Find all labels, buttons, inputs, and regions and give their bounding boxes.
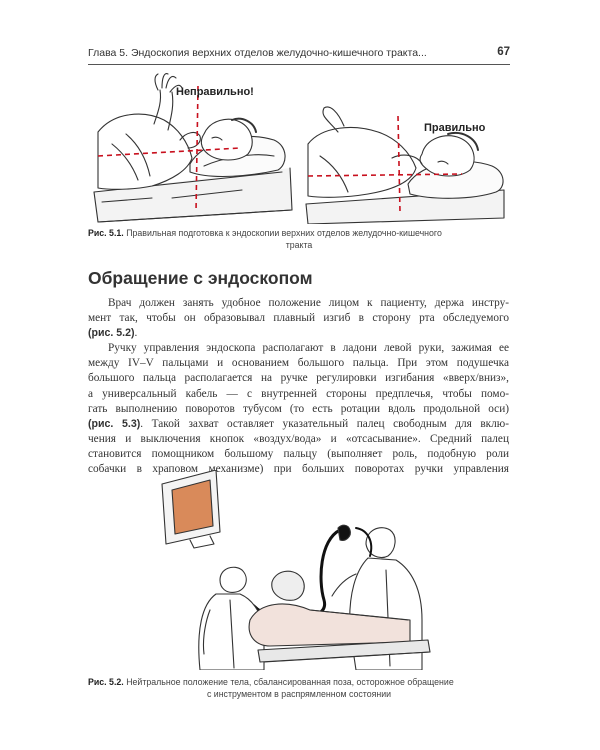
label-right: Правильно (424, 122, 486, 134)
paragraph-1-line: мент так, чтобы он образовывал плавный изгиб в сторону рта обследуемого (88, 312, 509, 325)
paragraph-2-line: собачки в храповом механизме) при больших поворотах ручки управления (88, 463, 509, 476)
paragraph-2-line: между IV–V пальцами и основанием большого пальца. При этом подушечка (88, 357, 509, 370)
figure-5-1 (92, 72, 508, 224)
caption-text-line1: Правильная подготовка к эндоскопии верхних отделов желудочно-кишечного (126, 228, 442, 238)
paragraph-2-line: большого пальца располагается на ручке регулировки изгибания «вверх/вниз», (88, 372, 509, 385)
running-head (88, 47, 510, 63)
paragraph-2-line: чения и выключения кнопок «воздух/вода» и «отсасывание». Средний палец (88, 432, 509, 445)
paragraph-2-line: гать выполнению поворотов тубусом (то есть ротации вдоль продольной оси) (88, 402, 509, 415)
caption-text-line2: тракта (285, 240, 313, 250)
paragraph-1-line: Врач должен занять удобное положение лицом к пациенту, держа инстру- (108, 297, 509, 309)
chapter-title: Глава 5. Эндоскопия верхних отделов желудочно-кишечного тракта... (88, 47, 427, 59)
figure-5-2-illustration (160, 470, 460, 670)
paragraph-1-line: (рис. 5.2). (88, 327, 138, 340)
figure-5-2 (160, 470, 460, 670)
figure-reference[interactable]: (рис. 5.3) (88, 417, 141, 430)
caption-text-line1: Нейтральное положение тела, сбалансированная поза, осторожное обращение (126, 677, 454, 687)
caption-prefix: Рис. 5.1. (88, 228, 124, 238)
section-title: Обращение с эндоскопом (88, 268, 313, 288)
caption-text-line2: с инструментом в распрямленном состоянии (206, 689, 392, 699)
paragraph-2-line: становится помощником большому пальцу (выполняет роль, подобную роли (88, 447, 509, 460)
paragraph-2-line: а универсальный кабель — с внутренней стороны предплечья, чтобы помо- (88, 387, 509, 400)
figure-5-1-caption (88, 227, 510, 251)
figure-5-2-caption (88, 676, 510, 700)
label-wrong: Неправильно! (176, 86, 254, 98)
monitor-screen (172, 480, 213, 534)
figure-reference[interactable]: (рис. 5.2) (88, 327, 135, 340)
figure-5-1-illustration (92, 72, 508, 224)
header-rule (88, 64, 510, 65)
page-number: 67 (497, 46, 510, 58)
paragraph-2-line: (рис. 5.3). Такой захват оставляет указательный палец свободным для вклю- (88, 417, 509, 430)
caption-prefix: Рис. 5.2. (88, 677, 124, 687)
body-text (88, 296, 509, 477)
paragraph-2-line: Ручку управления эндоскопа располагают в ладони левой руки, зажимая ее (108, 342, 509, 355)
